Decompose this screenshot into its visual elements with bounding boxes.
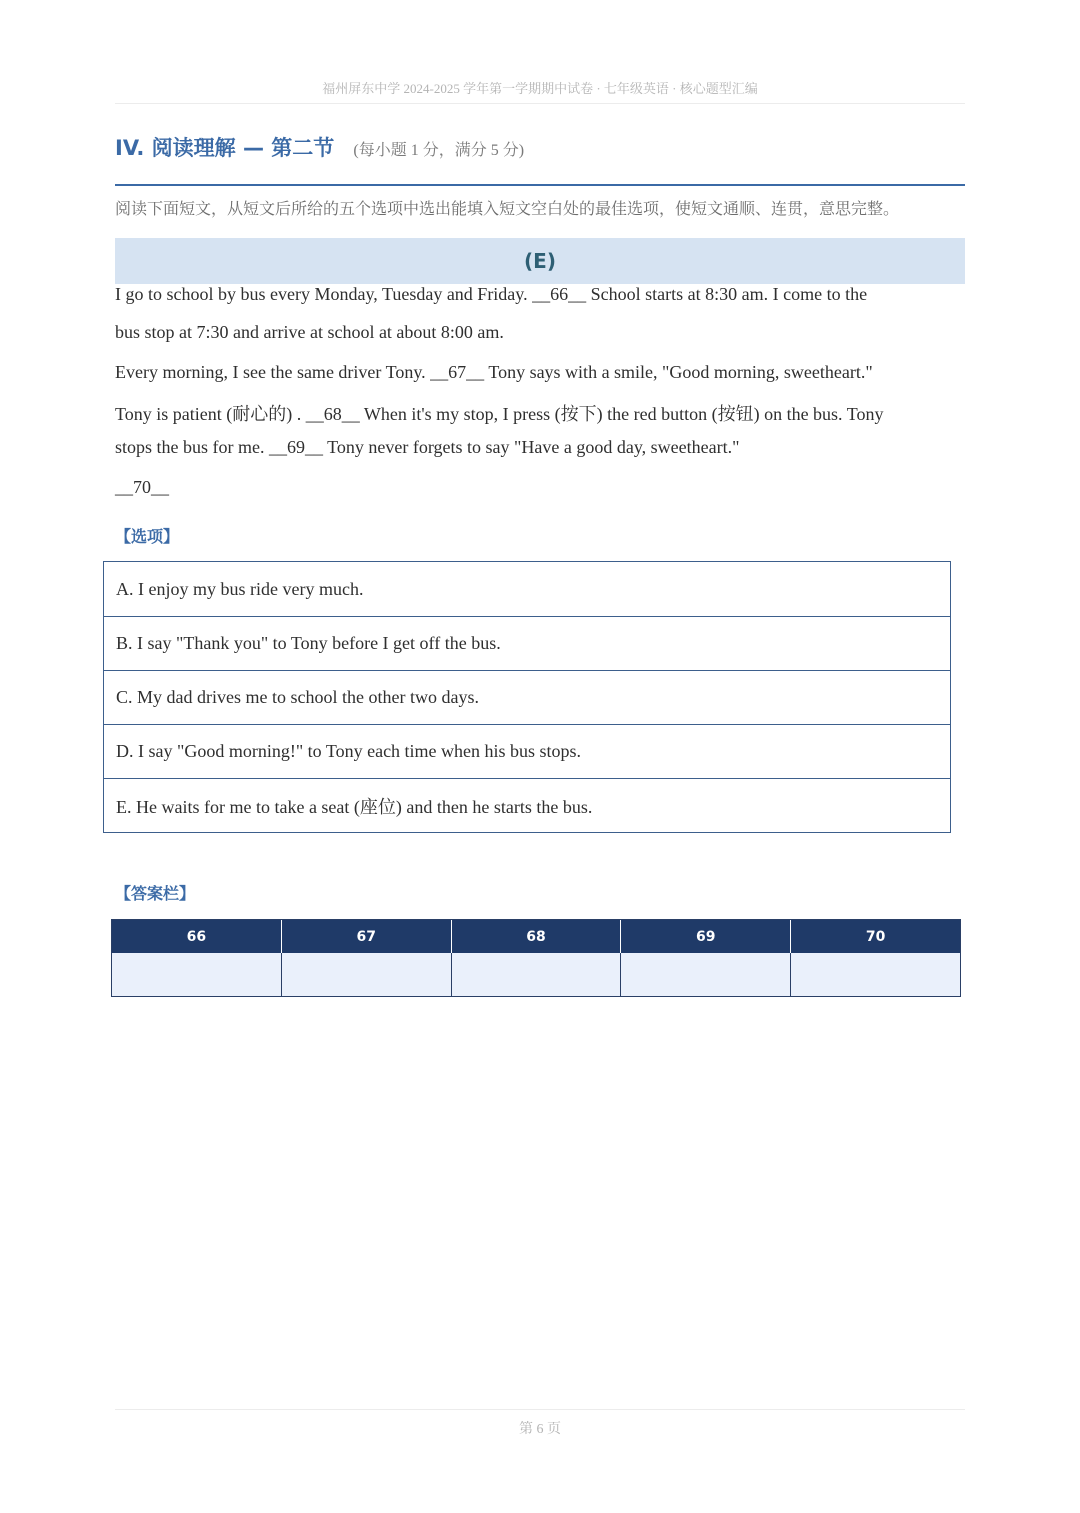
answer-cell-66[interactable] bbox=[112, 953, 281, 996]
option-a: A. I enjoy my bus ride very much. bbox=[116, 578, 364, 599]
answer-column-header: 69 bbox=[620, 920, 790, 953]
answer-column-header: 67 bbox=[281, 920, 451, 953]
passage-line: stops the bus for me. __69__ Tony never forgets to say "Have a good day, sweetheart." bbox=[115, 437, 740, 457]
passage-label-band bbox=[115, 238, 965, 284]
answer-table bbox=[111, 919, 961, 997]
answer-cell-70[interactable] bbox=[790, 953, 960, 996]
answer-column-header: 70 bbox=[790, 920, 960, 953]
answer-cell-69[interactable] bbox=[620, 953, 790, 996]
passage-line: Every morning, I see the same driver Tony. __67__ Tony says with a smile, "Good morning, sweetheart." bbox=[115, 362, 873, 382]
page-header: 福州屏东中学 2024-2025 学年第一学期期中试卷 · 七年级英语 · 核心题型汇编 bbox=[322, 81, 758, 96]
section-title: IV. 阅读理解 — 第二节 bbox=[115, 136, 335, 160]
answer-input-row bbox=[112, 953, 960, 996]
passage-line: bus stop at 7:30 and arrive at school at about 8:00 am. bbox=[115, 322, 504, 342]
page-number: 第 6 页 bbox=[519, 1422, 561, 1437]
footer-divider bbox=[115, 1409, 965, 1410]
option-b: B. I say "Thank you" to Tony before I get off the bus. bbox=[104, 616, 950, 670]
instruction-text: 阅读下面短文，从短文后所给的五个选项中选出能填入短文空白处的最佳选项，使短文通顺、连贯，意思完整。 bbox=[115, 199, 900, 218]
section-heading bbox=[115, 132, 524, 162]
answer-cell-68[interactable] bbox=[451, 953, 621, 996]
passage-label: (E) bbox=[524, 249, 556, 273]
option-c: C. My dad drives me to school the other two days. bbox=[104, 670, 950, 724]
passage-line: I go to school by bus every Monday, Tuesday and Friday. __66__ School starts at 8:30 am. I come to the bbox=[115, 284, 868, 304]
options-heading: 【选项】 bbox=[115, 527, 180, 546]
answer-column-header: 66 bbox=[186, 928, 207, 945]
options-table bbox=[103, 561, 951, 833]
passage-line: Tony is patient (耐心的) . __68__ When it's my stop, I press (按下) the red button (按钮) on the bus. Tony bbox=[115, 404, 884, 424]
title-divider bbox=[115, 184, 965, 186]
passage-line: __70__ bbox=[115, 477, 169, 497]
option-e: E. He waits for me to take a seat (座位) and then he starts the bus. bbox=[104, 778, 950, 832]
option-d: D. I say "Good morning!" to Tony each time when his bus stops. bbox=[104, 724, 950, 778]
section-subtitle: (每小题 1 分，满分 5 分) bbox=[353, 142, 525, 159]
answer-column-header: 68 bbox=[451, 920, 621, 953]
header-divider bbox=[115, 103, 965, 104]
answer-heading: 【答案栏】 bbox=[115, 884, 196, 903]
answer-cell-67[interactable] bbox=[281, 953, 451, 996]
answer-header-row bbox=[112, 920, 960, 953]
